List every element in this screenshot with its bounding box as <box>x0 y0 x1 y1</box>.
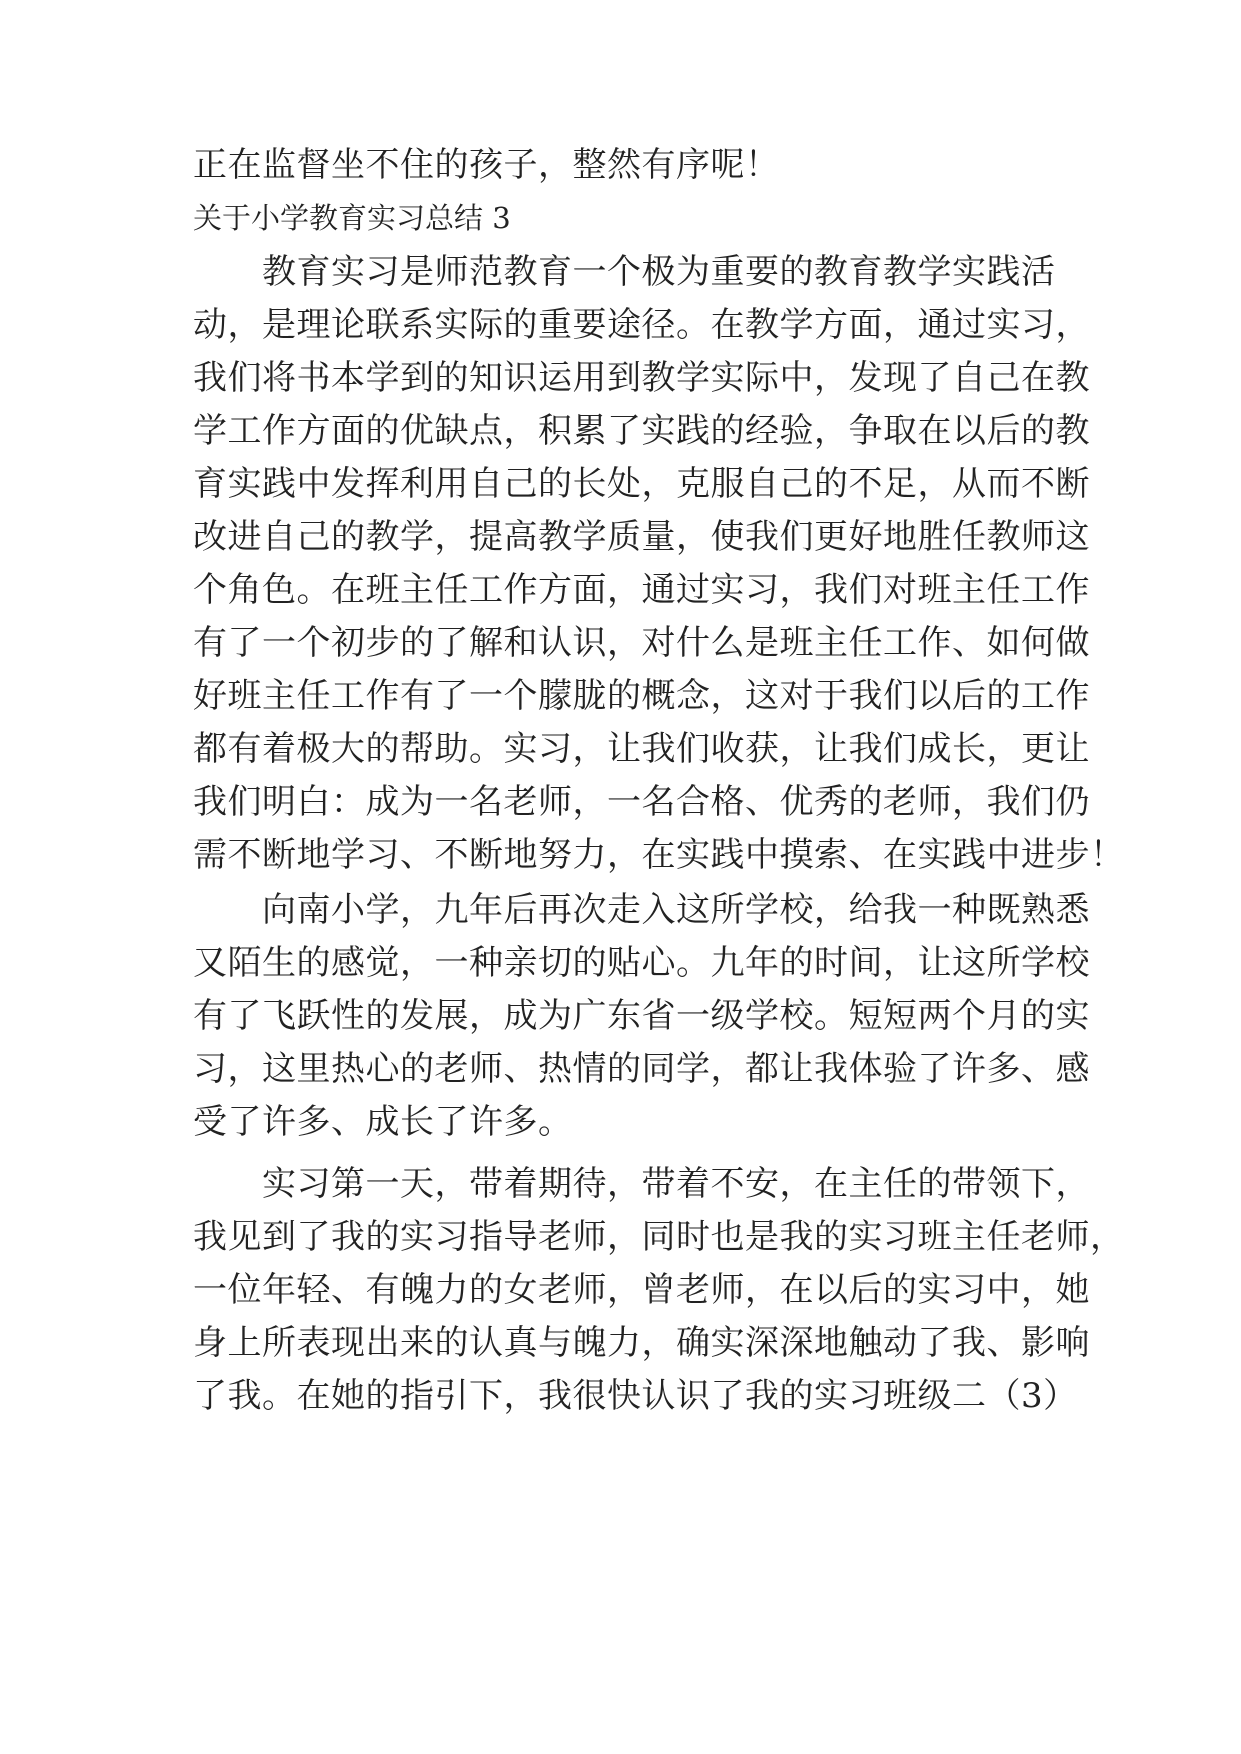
paragraph-3-line: 实习第一天，带着期待，带着不安，在主任的带领下， <box>262 1164 1090 1204</box>
paragraph-3-line: 身上所表现出来的认真与魄力，确实深深地触动了我、影响 <box>193 1323 1090 1363</box>
paragraph-1-line: 我们将书本学到的知识运用到教学实际中，发现了自己在教 <box>193 358 1090 398</box>
paragraph-1-line: 学工作方面的优缺点，积累了实践的经验，争取在以后的教 <box>193 411 1090 451</box>
paragraph-1-line: 个角色。在班主任工作方面，通过实习，我们对班主任工作 <box>193 570 1090 610</box>
paragraph-3-line: 了我。在她的指引下，我很快认识了我的实习班级二（3） <box>193 1376 1078 1416</box>
paragraph-2-line: 受了许多、成长了许多。 <box>193 1102 573 1142</box>
paragraph-1-line: 我们明白：成为一名老师，一名合格、优秀的老师，我们仍 <box>193 782 1090 822</box>
paragraph-1-line: 改进自己的教学，提高教学质量，使我们更好地胜任教师这 <box>193 517 1090 557</box>
paragraph-1-line: 需不断地学习、不断地努力，在实践中摸索、在实践中进步！ <box>193 835 1125 875</box>
paragraph-2-line: 又陌生的感觉，一种亲切的贴心。九年的时间，让这所学校 <box>193 943 1090 983</box>
paragraph-1-line: 育实践中发挥利用自己的长处，克服自己的不足，从而不断 <box>193 464 1090 504</box>
section-title: 关于小学教育实习总结 3 <box>193 201 511 235</box>
paragraph-2-line: 向南小学，九年后再次走入这所学校，给我一种既熟悉 <box>262 890 1090 930</box>
paragraph-1-line: 有了一个初步的了解和认识，对什么是班主任工作、如何做 <box>193 623 1090 663</box>
paragraph-1-line: 教育实习是师范教育一个极为重要的教育教学实践活 <box>262 252 1056 292</box>
paragraph-1-line: 动，是理论联系实际的重要途径。在教学方面，通过实习， <box>193 305 1090 345</box>
paragraph-2-line: 习，这里热心的老师、热情的同学，都让我体验了许多、感 <box>193 1049 1090 1089</box>
paragraph-2-line: 有了飞跃性的发展，成为广东省一级学校。短短两个月的实 <box>193 996 1090 1036</box>
paragraph-1-line: 好班主任工作有了一个朦胧的概念，这对于我们以后的工作 <box>193 676 1090 716</box>
paragraph-3-line: 一位年轻、有魄力的女老师，曾老师，在以后的实习中，她 <box>193 1270 1090 1310</box>
carryover-line: 正在监督坐不住的孩子，整然有序呢！ <box>193 145 780 185</box>
paragraph-1-line: 都有着极大的帮助。实习，让我们收获，让我们成长，更让 <box>193 729 1090 769</box>
paragraph-3-line: 我见到了我的实习指导老师，同时也是我的实习班主任老师， <box>193 1217 1125 1257</box>
